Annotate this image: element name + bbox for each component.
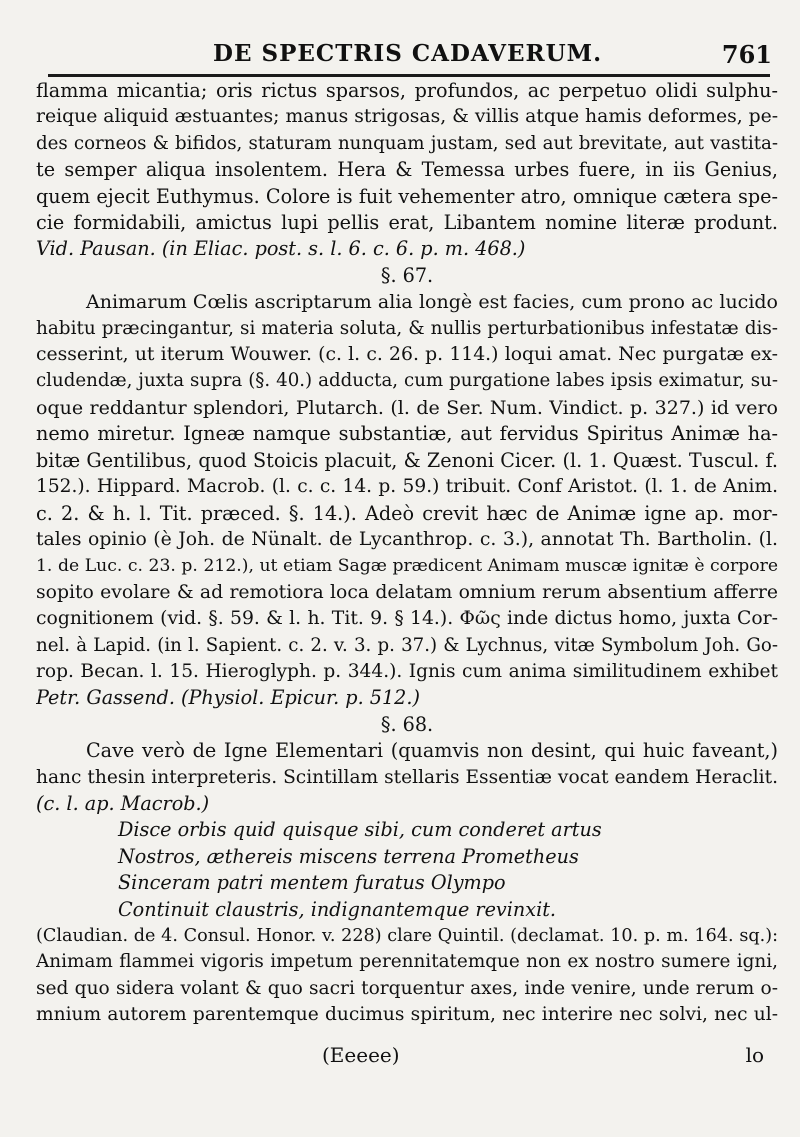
text-line: c. 2. & h. l. Tit. præced. §. 14.). Adeò crevit hæc de Animæ igne ap. mor- xyxy=(36,501,778,525)
text-line: cesserint, ut iterum Wouwer. (c. l. c. 26. p. 114.) loqui amat. Nec purgatæ ex- xyxy=(36,344,778,366)
text-line: cie formidabili, amictus lupi pellis erat, Libantem nomine literæ produnt. xyxy=(36,211,778,235)
text-line: nemo miretur. Igneæ namque substantiæ, aut fervidus Spiritus Animæ ha- xyxy=(36,422,778,446)
text-line: quem ejecit Euthymus. Colore is fuit vehementer atro, omnique cætera spe- xyxy=(36,184,778,208)
verse-line: Nostros, æthereis miscens terrena Prometheus xyxy=(118,844,579,868)
verse-line: Sinceram patri mentem furatus Olympo xyxy=(118,871,506,895)
text-line: oque reddantur splendori, Plutarch. (l. de Ser. Num. Vindict. p. 327.) id vero xyxy=(36,396,778,419)
catchword: lo xyxy=(745,1043,764,1067)
verse-line: Continuit claustris, indignantemque revinxit. xyxy=(118,897,557,921)
verse-line: Disce orbis quid quisque sibi, cum conderet artus xyxy=(118,818,602,842)
paragraph-first-line: Animarum Cœlis ascriptarum alia longè est facies, cum prono ac lucido xyxy=(86,291,778,314)
running-title: DE SPECTRIS CADAVERUM. xyxy=(213,40,603,67)
text-line: mnium autorem parentemque ducimus spiritum, nec interire nec solvi, nec ul- xyxy=(36,1004,778,1026)
citation-line: (c. l. ap. Macrob.) xyxy=(36,791,210,815)
text-line: cludendæ, juxta supra (§. 40.) adducta, cum purgatione labes ipsis eximatur, su- xyxy=(36,370,778,392)
text-line: te semper aliqua insolentem. Hera & Temessa urbes fuere, in iis Genius, xyxy=(36,158,778,182)
text-line: habitu præcingantur, si materia soluta, & nullis perturbationibus infestatæ dis- xyxy=(36,317,778,339)
text-line: flamma micantia; oris rictus sparsos, profundos, ac perpetuo olidi sulphu- xyxy=(36,79,778,102)
section-heading-68: §. 68. xyxy=(380,712,434,736)
citation-line: Petr. Gassend. (Physiol. Epicur. p. 512.) xyxy=(36,686,420,710)
text-line: nel. à Lapid. (in l. Sapient. c. 2. v. 3. p. 37.) & Lychnus, vitæ Symbolum Joh. Go- xyxy=(36,634,778,656)
text-line: sed quo sidera volant & quo sacri torquentur axes, inde venire, unde rerum o- xyxy=(36,977,778,999)
header-rule xyxy=(48,74,770,77)
text-line: sopito evolare & ad remotiora loca delatam omnium rerum absentium afferre xyxy=(36,581,778,603)
text-line: des corneos & bifidos, staturam nunquam justam, sed aut brevitate, aut vastita- xyxy=(36,132,778,154)
text-line: tales opinio (è Joh. de Nünalt. de Lycanthrop. c. 3.), annotat Th. Bartholin. (l. xyxy=(36,528,778,550)
citation-line: Vid. Pausan. (in Eliac. post. s. l. 6. c. 6. p. m. 468.) xyxy=(36,237,526,261)
section-heading-67: §. 67. xyxy=(380,263,434,287)
text-line: reique aliquid æstuantes; manus strigosas, & villis atque hamis deformes, pe- xyxy=(36,106,778,128)
page-body xyxy=(36,78,778,1029)
running-head xyxy=(0,38,800,78)
page-number: 761 xyxy=(721,40,772,69)
text-line: rop. Becan. l. 15. Hieroglyph. p. 344.). Ignis cum anima similitudinem exhibet xyxy=(36,660,778,682)
paragraph-first-line: Cave verò de Igne Elementari (quamvis non desint, qui huic faveant,) xyxy=(86,739,778,763)
text-line: 152.). Hippard. Macrob. (l. c. c. 14. p. 59.) tribuit. Conf Aristot. (l. 1. de Anim. xyxy=(36,476,778,498)
text-line: bitæ Gentilibus, quod Stoicis placuit, & Zenoni Cicer. (l. 1. Quæst. Tuscul. f. xyxy=(36,448,778,472)
text-line: Animam flammei vigoris impetum perennitatemque non ex nostro sumere igni, xyxy=(36,951,778,973)
text-line: (Claudian. de 4. Consul. Honor. v. 228) clare Quintil. (declamat. 10. p. m. 164. sq.): xyxy=(36,926,778,946)
text-line: hanc thesin interpreteris. Scintillam stellaris Essentiæ vocat eandem Heraclit. xyxy=(36,766,778,788)
text-line: 1. de Luc. c. 23. p. 212.), ut etiam Sagæ prædicent Animam muscæ ignitæ è corpore xyxy=(36,556,778,577)
text-line: cognitionem (vid. §. 59. & l. h. Tit. 9. § 14.). Φῶς inde dictus homo, juxta Cor- xyxy=(36,608,778,630)
signature-mark: (Eeeee) xyxy=(322,1043,400,1067)
